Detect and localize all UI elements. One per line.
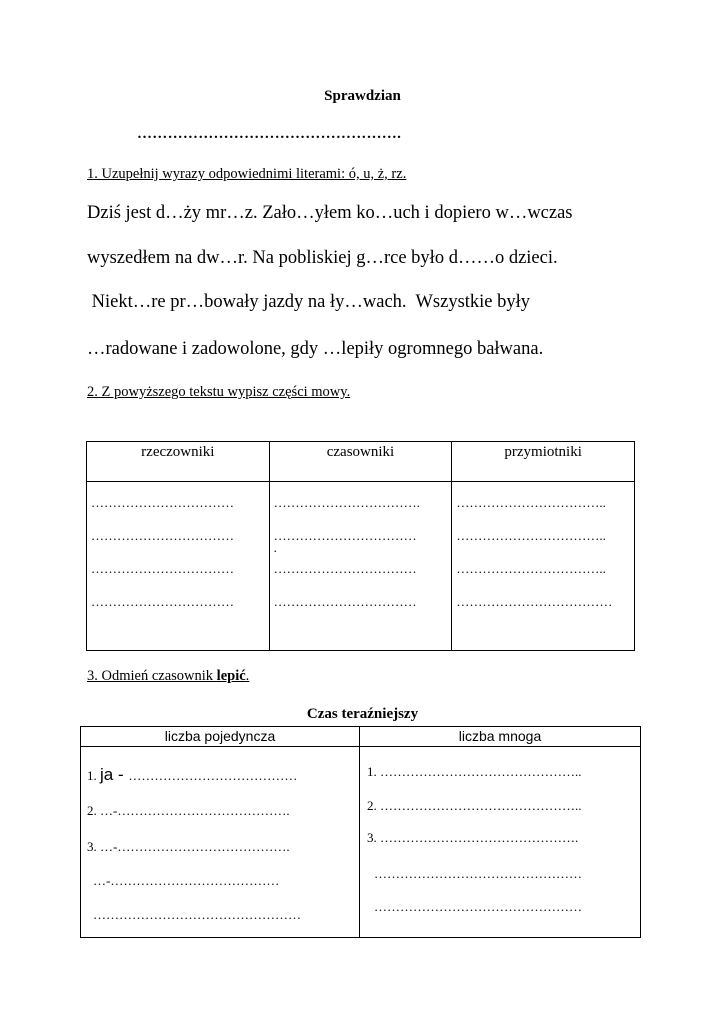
row-prefix: …- [100, 803, 118, 818]
singular-row-2 [87, 803, 290, 819]
answer-line: …………………………… [273, 594, 417, 609]
answer-dots: …………………………………. [117, 839, 290, 854]
answer-line: …………………………… [91, 594, 234, 609]
adjectives-answer-cell[interactable] [452, 482, 635, 651]
row-number: 1. [87, 768, 100, 783]
task1-line-4: …radowane i zadowolone, gdy …lepiły ogromnego bałwana. [87, 339, 544, 359]
singular-row-4 [93, 873, 279, 889]
parts-of-speech-table [86, 441, 635, 651]
plural-header: liczba mnoga [360, 727, 641, 747]
task2-heading: 2. Z powyższego tekstu wypisz części mowy. [87, 384, 351, 400]
name-line: ……………………………………………. [137, 126, 402, 142]
answer-line: …………………………… [91, 528, 234, 543]
answer-line: …………………………… [273, 561, 417, 576]
row-number: 2. [87, 803, 100, 818]
answer-line: …………………………….. [456, 495, 606, 510]
task1-line-1: Dziś jest d…ży mr…z. Zało…yłem ko…uch i dopiero w…wczas [87, 203, 573, 223]
pronoun-ja: ja - [100, 765, 129, 784]
plural-row-4: ………………………………………… [374, 866, 582, 881]
task3-heading [87, 668, 249, 685]
task3-verb: lepić [216, 668, 246, 684]
task3-heading-prefix: 3. Odmień czasownik [87, 668, 217, 684]
singular-row-5 [93, 907, 301, 923]
column-header-verbs: czasowniki [269, 442, 452, 482]
plural-row-2: 2. ……………………………………….. [367, 798, 582, 813]
answer-line: …………………………… [91, 561, 234, 576]
answer-line: …………………………… [273, 528, 417, 543]
singular-row-3 [87, 839, 290, 855]
singular-row-1 [87, 765, 297, 785]
answer-line: ……………………………… [456, 594, 613, 609]
answer-line: ……………………………. [273, 495, 420, 510]
answer-dots: …………………………………. [117, 803, 290, 818]
plural-cell[interactable] [360, 747, 641, 938]
singular-header: liczba pojedyncza [81, 727, 360, 747]
answer-line: …………………………… [91, 495, 234, 510]
row-prefix: …- [93, 873, 111, 888]
answer-dots: ………………………………… [128, 768, 298, 783]
column-header-adjectives: przymiotniki [452, 442, 635, 482]
tense-title: Czas teraźniejszy [306, 706, 419, 722]
plural-row-1: 1. ……………………………………….. [367, 764, 582, 779]
task1-line-2: wyszedłem na dw…r. Na pobliskiej g…rce było d……o dzieci. [87, 248, 558, 268]
row-prefix: …- [100, 839, 118, 854]
task1-heading: 1. Uzupełnij wyrazy odpowiednimi literami: ó, u, ż, rz. [87, 166, 407, 182]
answer-dots: ………………………………… [110, 873, 280, 888]
page-title: Sprawdzian [324, 88, 401, 104]
singular-cell[interactable] [81, 747, 360, 938]
answer-line: …………………………….. [456, 561, 606, 576]
plural-row-3: 3. ………………………………………. [367, 830, 579, 845]
task1-line-3: Niekt…re pr…bowały jazdy na ły…wach. Wszystkie były [87, 292, 531, 312]
column-header-nouns: rzeczowniki [87, 442, 270, 482]
nouns-answer-cell[interactable] [87, 482, 270, 651]
answer-line: …………………………….. [456, 528, 606, 543]
row-number: 3. [87, 839, 100, 854]
conjugation-table [80, 726, 641, 938]
task3-heading-suffix: . [245, 668, 250, 684]
answer-dots: ………………………………………… [93, 907, 301, 922]
answer-line-dot: . [273, 540, 277, 555]
verbs-answer-cell[interactable] [269, 482, 452, 651]
plural-row-5: ………………………………………… [374, 899, 582, 914]
